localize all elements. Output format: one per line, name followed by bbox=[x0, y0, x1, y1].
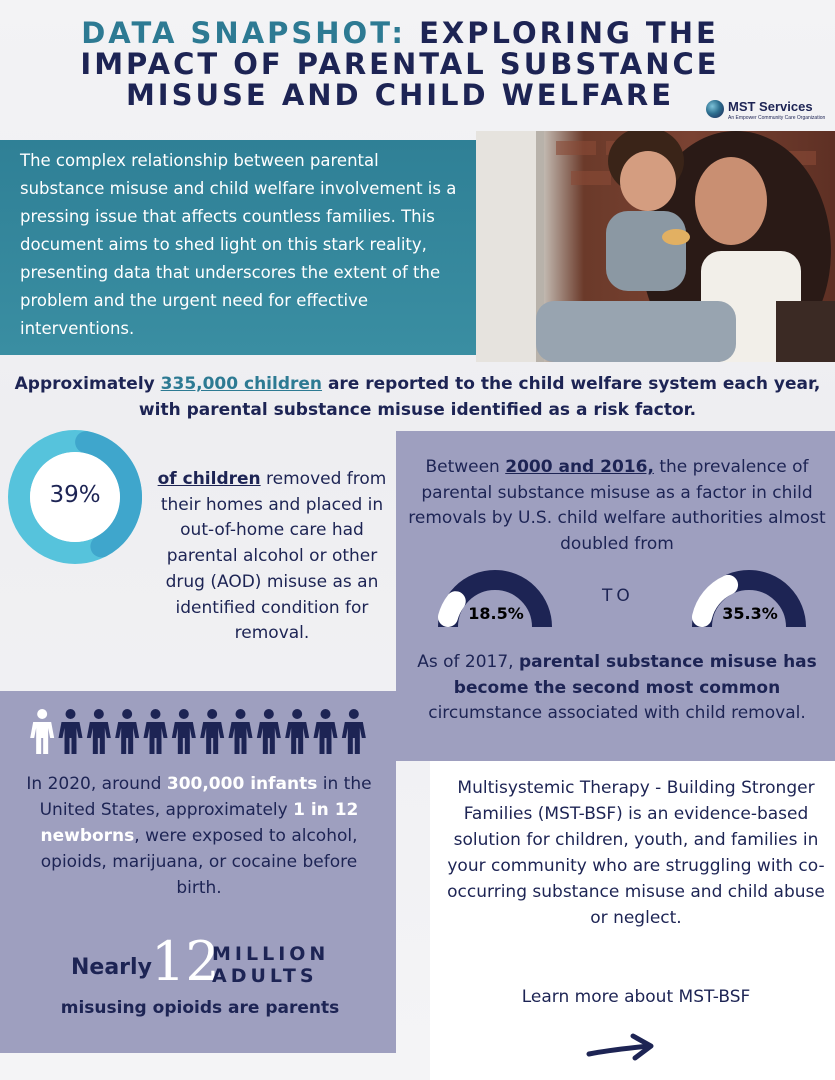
removal-percent: 39% bbox=[49, 482, 101, 508]
adults-unit2: ADULTS bbox=[212, 965, 318, 987]
page-title bbox=[0, 18, 800, 111]
person-icon bbox=[115, 709, 139, 754]
learn-more-link[interactable]: Learn more about MST-BSF bbox=[521, 987, 751, 1007]
adults-number: 12 bbox=[151, 930, 220, 993]
statement-highlight-link[interactable]: 335,000 children bbox=[160, 374, 323, 394]
infants-text bbox=[24, 771, 374, 901]
gauge-2000 bbox=[438, 567, 552, 627]
adults-sub: misusing opioids are parents bbox=[60, 998, 340, 1018]
title-line1-b: EXPLORING THE bbox=[419, 16, 719, 50]
trend-note bbox=[408, 650, 826, 727]
person-icon-highlighted bbox=[30, 709, 54, 754]
removal-description: removed from their homes and placed in out-of-home care had parental alcohol or other drug (AOD) misuse as an identified condition for removal. bbox=[160, 469, 387, 644]
mst-logo bbox=[706, 98, 831, 124]
parent-child-photo bbox=[476, 131, 835, 362]
title-line1-a: DATA SNAPSHOT: bbox=[81, 16, 406, 50]
trend-note-prefix: As of 2017, bbox=[417, 652, 519, 672]
arrow-right-icon[interactable] bbox=[585, 1030, 657, 1066]
person-icon bbox=[257, 709, 281, 754]
person-icon bbox=[229, 709, 253, 754]
title-line2: IMPACT OF PARENTAL SUBSTANCE bbox=[80, 47, 720, 81]
infants-p3: , were exposed to alcohol, opioids, marijuana, or cocaine before birth. bbox=[40, 826, 358, 898]
adults-unit1: MILLION bbox=[212, 943, 330, 965]
person-icon bbox=[285, 709, 309, 754]
person-icon bbox=[342, 709, 366, 754]
trend-years: 2000 and 2016, bbox=[505, 457, 654, 477]
gauge-2000-label: 18.5% bbox=[468, 604, 524, 623]
gauge-2000-fill bbox=[448, 601, 456, 617]
infants-b2: 1 in 12 newborns bbox=[40, 800, 359, 846]
infants-p1: In 2020, around bbox=[26, 774, 167, 794]
gauge-2016-label: 35.3% bbox=[722, 604, 778, 623]
logo-mark-icon bbox=[706, 100, 724, 118]
statement-prefix: Approximately bbox=[14, 374, 161, 394]
intro-text: The complex relationship between parental substance misuse and child welfare involvement is a pressing issue that affects countless families. This document aims to shed light on this stark reality, presenting data that underscores the extent of the problem and the urgent need for effective interventions. bbox=[20, 151, 457, 338]
removal-emphasis: of children bbox=[157, 469, 261, 489]
statement-suffix: are reported to the child welfare system each year, with parental substance misuse identified as a risk factor. bbox=[138, 374, 821, 420]
solution-text: Multisystemic Therapy - Building Stronger Families (MST-BSF) is an evidence-based solution for children, youth, and families in your community who are struggling with co-occurring substance misuse and child abuse or neglect. bbox=[447, 778, 825, 928]
person-icon bbox=[144, 709, 168, 754]
trend-text bbox=[408, 455, 826, 558]
people-icons bbox=[28, 708, 368, 756]
person-icon bbox=[59, 709, 83, 754]
photo-illustration bbox=[476, 131, 835, 362]
person-icon bbox=[314, 709, 338, 754]
trend-note-suffix: circumstance associated with child removal. bbox=[428, 703, 806, 724]
person-icon bbox=[87, 709, 111, 754]
gauge-2016 bbox=[692, 567, 806, 627]
removal-text bbox=[148, 467, 396, 647]
reported-children-statement bbox=[0, 371, 835, 423]
trend-suffix: the prevalence of parental substance misuse as a factor in child removals by U.S. child welfare authorities almost doubled from bbox=[408, 457, 826, 555]
infants-p2: in the United States, approximately bbox=[39, 774, 372, 820]
logo-name: MST Services bbox=[728, 99, 813, 114]
person-icon bbox=[172, 709, 196, 754]
adults-units bbox=[212, 943, 329, 987]
title-line3: MISUSE AND CHILD WELFARE bbox=[125, 78, 675, 112]
adults-nearly: Nearly bbox=[71, 955, 152, 980]
trend-prefix: Between bbox=[425, 457, 506, 477]
person-icon bbox=[200, 709, 224, 754]
trend-to-word: TO bbox=[602, 586, 634, 606]
infants-b1: 300,000 infants bbox=[166, 774, 318, 794]
logo-tagline: An Empower Community Care Organization bbox=[728, 115, 826, 121]
trend-note-bold: parental substance misuse has become the second most common bbox=[453, 652, 817, 698]
